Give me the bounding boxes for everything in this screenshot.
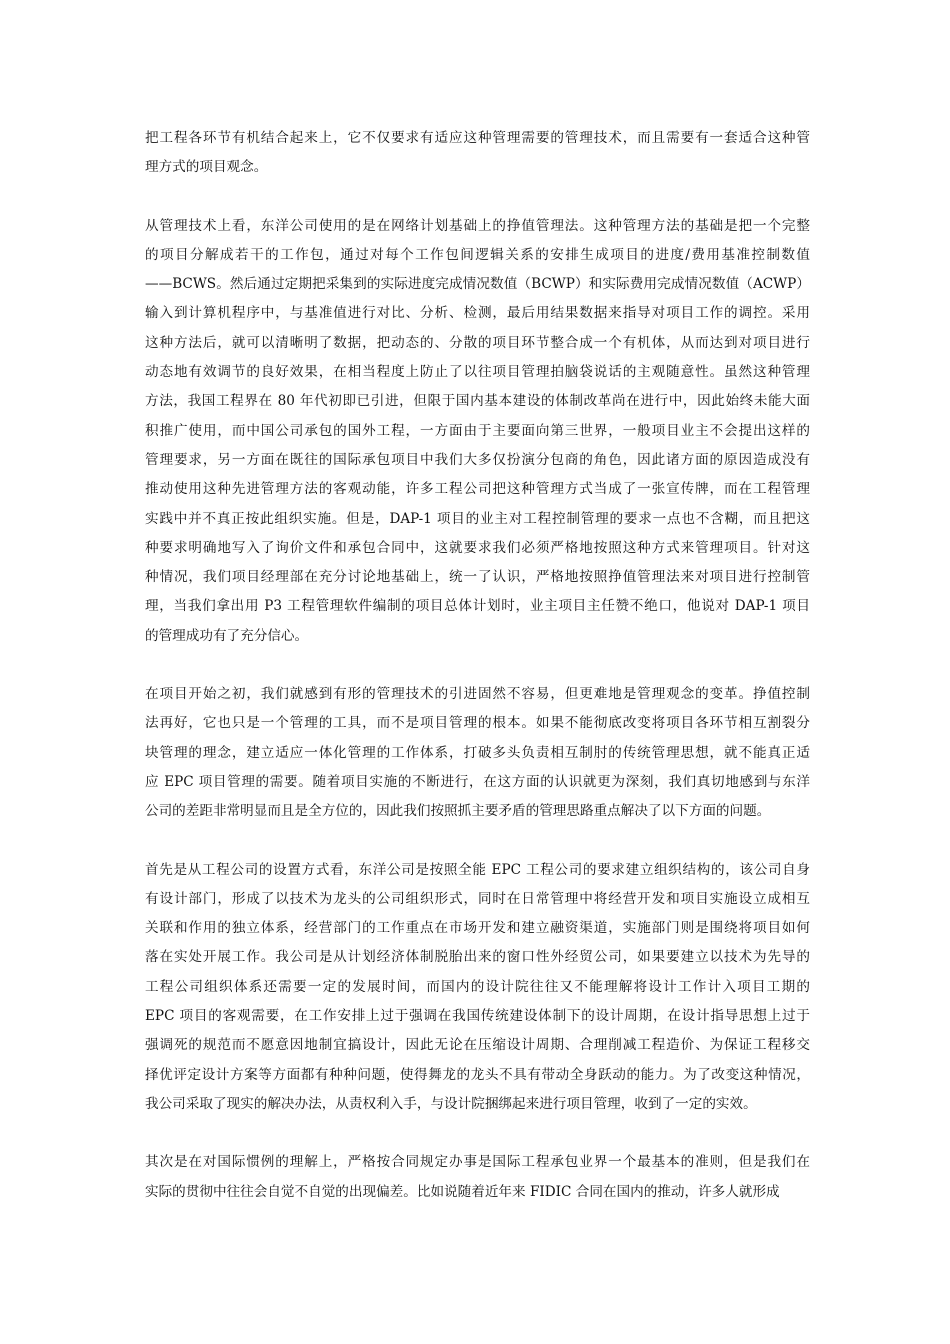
text-line: 方法，我国工程界在 80 年代初即已引进，但限于国内基本建设的体制改革尚在进行中，因此始终未能大面: [145, 393, 810, 410]
text-line: 有设计部门，形成了以技术为龙头的公司组织形式，同时在日常管理中将经营开发和项目实施设立成相互: [145, 890, 810, 907]
text-line: 择优评定设计方案等方面都有种种问题，使得舞龙的龙头不具有带动全身跃动的能力。为了改变这种情况，: [145, 1066, 810, 1083]
text-line: 实际的贯彻中往往会自觉不自觉的出现偏差。比如说随着近年来 FIDIC 合同在国内的推动，许多人就形成: [145, 1183, 780, 1200]
text-line: 应 EPC 项目管理的需要。随着项目实施的不断进行，在这方面的认识就更为深刻，我们真切地感到与东洋: [145, 773, 810, 790]
text-line: 法再好，它也只是一个管理的工具，而不是项目管理的根本。如果不能彻底改变将项目各环节相互割裂分: [145, 715, 810, 732]
text-line: 块管理的理念，建立适应一体化管理的工作体系，打破多头负责相互制肘的传统管理思想，就不能真正适: [145, 744, 810, 761]
paragraph-3: [145, 680, 810, 826]
text-line: 实践中并不真正按此组织实施。但是，DAP-1 项目的业主对工程控制管理的要求一点也不含糊，而且把这: [145, 510, 810, 527]
text-line: 工程公司组织体系还需要一定的发展时间，而国内的设计院往往又不能理解将设计工作计入项目工期的: [145, 978, 810, 995]
text-line: 理，当我们拿出用 P3 工程管理软件编制的项目总体计划时，业主项目主任赞不绝口，他说对 DAP-1 项目: [145, 598, 810, 615]
document-body: [145, 124, 810, 1236]
text-line: 在项目开始之初，我们就感到有形的管理技术的引进固然不容易，但更难地是管理观念的变革。挣值控制: [145, 686, 810, 703]
text-line: 积推广使用，而中国公司承包的国外工程，一方面由于主要面向第三世界，一般项目业主不会提出这样的: [145, 422, 810, 439]
text-line: 种要求明确地写入了询价文件和承包合同中，这就要求我们必须严格地按照这种方式来管理项目。针对这: [145, 539, 810, 556]
text-line: 的管理成功有了充分信心。: [145, 627, 309, 644]
paragraph-4: [145, 856, 810, 1120]
text-line: 公司的差距非常明显而且是全方位的，因此我们按照抓主要矛盾的管理思路重点解决了以下方面的问题。: [145, 803, 771, 820]
text-line: 推动使用这种先进管理方法的客观动能，许多工程公司把这种管理方式当成了一张宣传牌，而在工程管理: [145, 481, 810, 498]
text-line: 其次是在对国际惯例的理解上，严格按合同规定办事是国际工程承包业界一个最基本的准则，但是我们在: [145, 1154, 810, 1171]
text-line: 我公司采取了现实的解决办法，从责权利入手，与设计院捆绑起来进行项目管理，收到了一定的实效。: [145, 1095, 757, 1112]
text-line: 落在实处开展工作。我公司是从计划经济体制脱胎出来的窗口性外经贸公司，如果要建立以技术为先导的: [145, 949, 810, 966]
text-line: 这种方法后，就可以清晰明了数据，把动态的、分散的项目环节整合成一个有机体，从而达到对项目进行: [145, 334, 810, 351]
text-line: ——BCWS。然后通过定期把采集到的实际进度完成情况数值（BCWP）和实际费用完成情况数值（ACWP）: [145, 276, 810, 293]
text-line: 理方式的项目观念。: [145, 159, 268, 176]
text-line: 的项目分解成若干的工作包，通过对每个工作包间逻辑关系的安排生成项目的进度/费用基准控制数值: [145, 246, 810, 263]
text-line: 首先是从工程公司的设置方式看，东洋公司是按照全能 EPC 工程公司的要求建立组织结构的，该公司自身: [145, 861, 810, 878]
paragraph-1: [145, 124, 810, 183]
text-line: 强调死的规范而不愿意因地制宜搞设计，因此无论在压缩设计周期、合理削减工程造价、为保证工程移交: [145, 1037, 810, 1054]
text-line: 动态地有效调节的良好效果，在相当程度上防止了以往项目管理拍脑袋说话的主观随意性。虽然这种管理: [145, 364, 810, 381]
text-line: 管理要求，另一方面在既往的国际承包项目中我们大多仅扮演分包商的角色，因此诸方面的原因造成没有: [145, 451, 810, 468]
text-line: EPC 项目的客观需要，在工作安排上过于强调在我国传统建设体制下的设计周期，在设计指导思想上过于: [145, 1008, 810, 1025]
paragraph-5: [145, 1148, 810, 1207]
text-line: 关联和作用的独立体系，经营部门的工作重点在市场开发和建立融资渠道，实施部门则是围绕将项目如何: [145, 920, 810, 937]
text-line: 从管理技术上看，东洋公司使用的是在网络计划基础上的挣值管理法。这种管理方法的基础是把一个完整: [145, 217, 810, 234]
paragraph-2: [145, 212, 810, 651]
text-line: 输入到计算机程序中，与基准值进行对比、分析、检测，最后用结果数据来指导对项目工作的调控。采用: [145, 305, 810, 322]
text-line: 种情况，我们项目经理部在充分讨论地基础上，统一了认识，严格地按照挣值管理法来对项目进行控制管: [145, 569, 810, 586]
text-line: 把工程各环节有机结合起来上，它不仅要求有适应这种管理需要的管理技术，而且需要有一套适合这种管: [145, 130, 810, 146]
